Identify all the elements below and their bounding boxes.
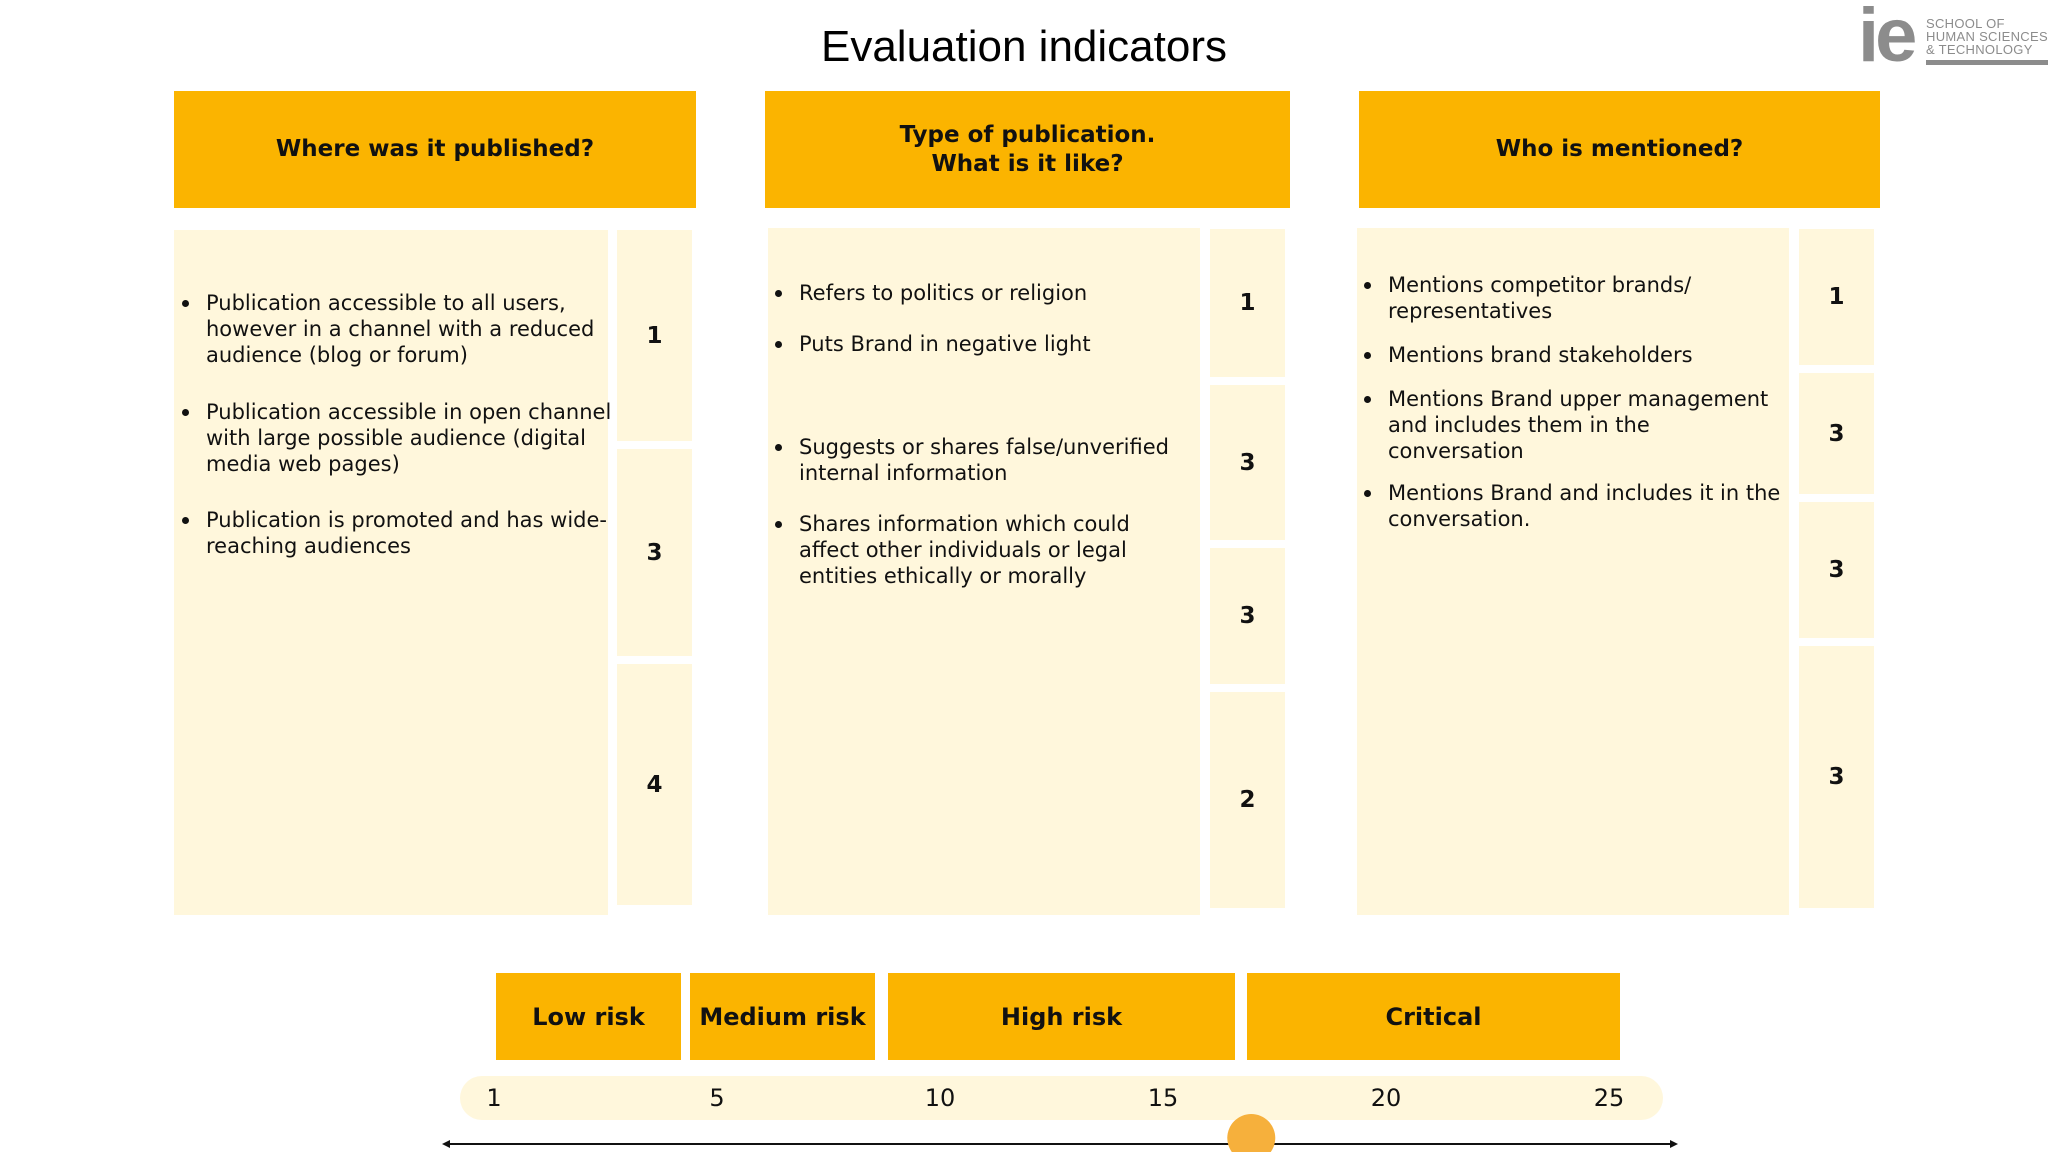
column-panel-who-is-mentioned [1357,228,1789,915]
score-cell: 3 [1210,548,1285,684]
score-cell: 3 [1799,646,1874,908]
list-item: Mentions brand stakeholders [1358,342,1693,368]
list-item: Publication is promoted and has wide-reaching audiences [176,507,616,559]
list-item: Shares information which could affect other individuals or legal entities ethically or morally [769,511,1189,589]
score-cell: 1 [1799,229,1874,365]
risk-high: High risk [888,973,1235,1060]
ie-logo-underline [1926,60,2048,65]
score-cell: 3 [1210,385,1285,540]
list-item: Refers to politics or religion [769,280,1087,306]
risk-low: Low risk [496,973,681,1060]
ie-logo-text: SCHOOL OF HUMAN SCIENCES & TECHNOLOGY [1926,16,2048,57]
column-header-where-published: Where was it published? [174,91,696,208]
axis-arrow-left [442,1140,450,1148]
risk-critical: Critical [1247,973,1620,1060]
list-item: Mentions Brand and includes it in the conversation. [1358,480,1788,532]
page-title: Evaluation indicators [820,22,1227,71]
ie-logo-mark: ie [1858,0,1914,78]
score-cell: 1 [1210,229,1285,377]
list-item: Suggests or shares false/unverified internal information [769,434,1189,486]
list-item: Mentions Brand upper management and includes them in the conversation [1358,386,1788,464]
score-cell: 2 [1210,692,1285,908]
axis-arrow-right [1670,1140,1678,1148]
scale-tick: 25 [1593,1084,1625,1112]
list-item: Publication accessible in open channel with large possible audience (digital media web pages) [176,399,616,477]
risk-axis [440,1110,1680,1152]
score-cell: 4 [617,664,692,905]
column-header-who-is-mentioned: Who is mentioned? [1359,91,1880,208]
scale-tick: 20 [1370,1084,1402,1112]
scale-tick: 5 [709,1084,725,1112]
scale-tick: 15 [1147,1084,1179,1112]
scale-tick: 1 [486,1084,502,1112]
list-item: Mentions competitor brands/ representatives [1358,272,1788,324]
list-item: Publication accessible to all users, however in a channel with a reduced audience (blog or forum) [176,290,616,368]
scale-tick: 10 [924,1084,956,1112]
score-cell: 3 [1799,373,1874,494]
risk-marker[interactable] [1227,1114,1275,1152]
list-item: Puts Brand in negative light [769,331,1091,357]
score-cell: 1 [617,230,692,441]
risk-medium: Medium risk [690,973,875,1060]
score-cell: 3 [1799,502,1874,638]
column-header-type-of-publication: Type of publication. What is it like? [765,91,1290,208]
ie-logo [1858,0,2048,78]
score-cell: 3 [617,449,692,656]
